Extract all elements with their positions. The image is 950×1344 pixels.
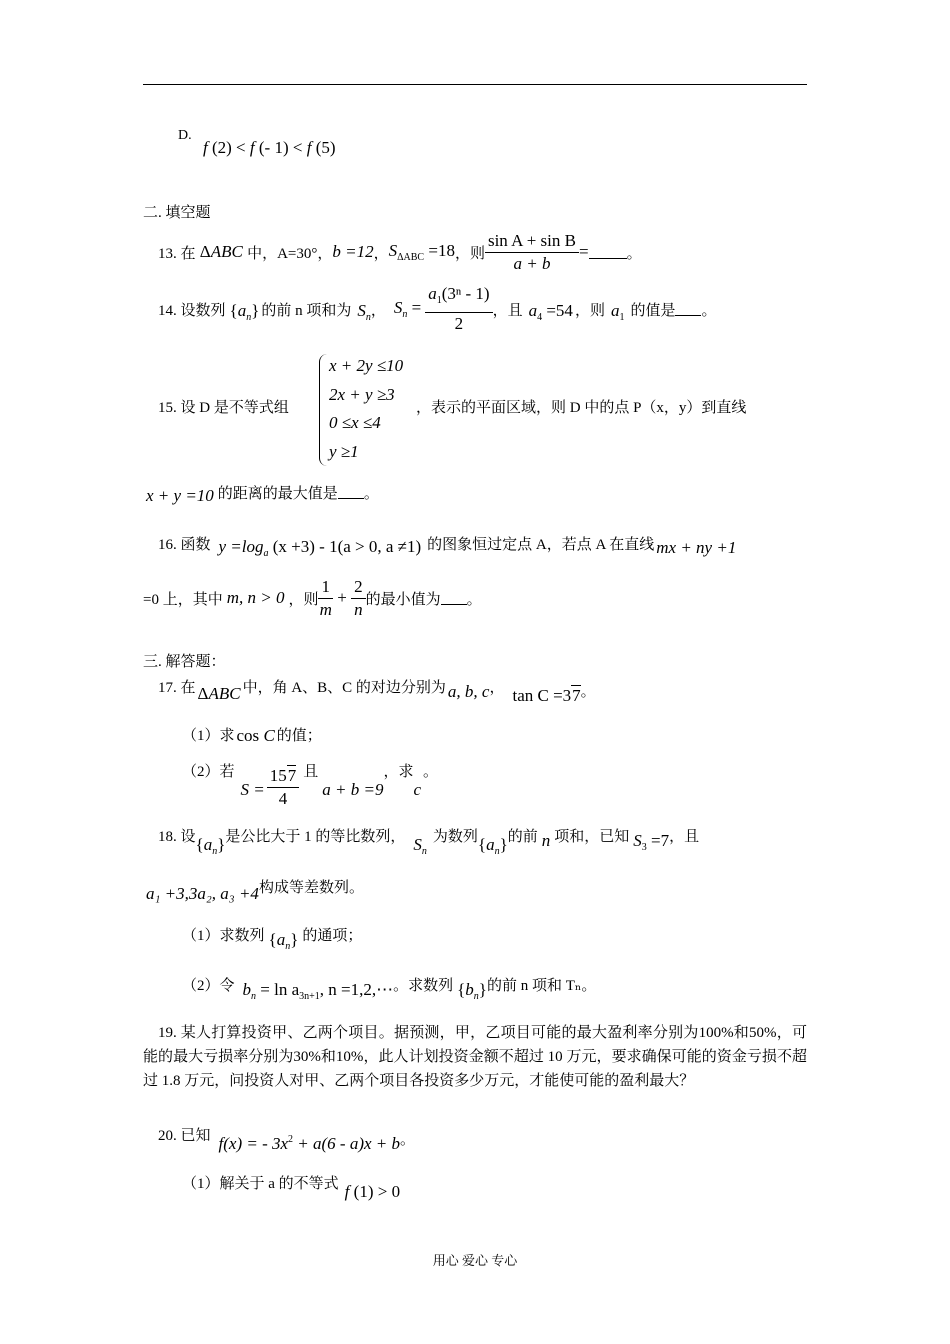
q15-text-c: 的距离的最大值是 xyxy=(217,485,338,502)
question-19: 19. 某人打算投资甲、乙两个项目。据预测，甲，乙项目可能的最大盈利率分别为100%和50%，可能的最大亏损率分别为30%和10%，此人计划投资金额不超过 10 万元，要求确保可能的资金亏损不超过 1.8 万元，问投资人对甲、乙两个项目各投资多少万元，才能使可能的盈利最大？ xyxy=(143,1025,807,1089)
q14-text-d: ，且 xyxy=(492,302,523,319)
q13-triangle: ΔABC xyxy=(195,242,243,261)
q18-p1-text-b: 的通项； xyxy=(302,928,363,944)
q16-line-2: =0 上，其中 m, n > 0 ，则 $\frac{1}{m}$ + $\frac{2}{n}$ 的最小值为 。 xyxy=(143,576,482,619)
q15-text-a: 15. 设 D 是不等式组 xyxy=(158,400,289,416)
q17-p2-end: 。 xyxy=(423,764,439,780)
q18-s3: $S_3 =7$ xyxy=(633,831,670,853)
header-rule xyxy=(143,84,807,85)
q16-text-b: 的图象恒过定点 A，若点 A 在直线 xyxy=(427,536,655,553)
q18-text-d: 的前 xyxy=(507,829,538,845)
q17-p2-text-c: ，求 xyxy=(383,764,414,780)
q14-a4: $a_4 =54$ xyxy=(528,301,573,323)
q17-p1-text-a: （1）求 xyxy=(182,727,235,744)
q18-sn: $S_n$ xyxy=(413,835,427,857)
q13-blank xyxy=(589,246,627,259)
q20-part-1 xyxy=(182,1172,400,1202)
q16-line: mx + ny +1 xyxy=(656,538,737,557)
q16-text-d: ，则 xyxy=(288,591,319,608)
q17-part-2: （2）若 S = $\frac{157}{4}$ 且 a + b =9 ，求 c 。 xyxy=(182,760,438,814)
q13-area: $S_{\Delta ABC} =18$ xyxy=(388,241,455,263)
question-18: 18. 设 $\{a_n\}$ 是公比大于 1 的等比数列， $S_n$ 为数列 $\{a_n\}$ 的前 n 项和，已知 $S_3 =7$ ，且 xyxy=(158,825,699,857)
q15-text-b: ，表示的平面区域，则 D 中的点 P（x，y）到直线 xyxy=(416,400,747,416)
q18-p1-text-a: （1）求数列 xyxy=(182,928,265,944)
q16-text-c: =0 上，其中 xyxy=(143,591,223,608)
q18-part-1 xyxy=(182,924,362,952)
q18-p1-seq: $\{a_n\}$ xyxy=(268,930,299,952)
q15-blank xyxy=(338,486,364,499)
q14-seq: $\{a_n\}$ xyxy=(229,301,260,323)
q17-p2-text-b: 且 xyxy=(303,764,319,780)
section-answer-heading: 三. 解答题： xyxy=(143,654,226,670)
q16-text-e: 的最小值为 xyxy=(365,591,441,608)
q20-function: f(x) = - $3x^2 + a(6 - a)x + b$ xyxy=(218,1134,401,1153)
q20-text-a: 20. 已知 xyxy=(158,1128,211,1144)
question-17 xyxy=(158,676,596,706)
q13-text-a: 13. 在 xyxy=(158,245,196,262)
q15-ineq-3: 0 ≤x ≤4 xyxy=(329,413,381,432)
q17-p1-text-b: 的值； xyxy=(276,727,322,744)
q17-end: 。 xyxy=(580,684,596,700)
q18-text-g: 构成等差数列。 xyxy=(258,880,364,896)
q13-equals: = xyxy=(578,242,589,261)
q14-fraction: $\frac{a_1(3^n - 1)}{2}$ xyxy=(425,283,492,335)
q18-line-2 xyxy=(146,876,364,904)
q14-text-b: 的前 n 项和为 xyxy=(261,302,352,319)
option-d-formula: f (2) < f (- 1) < f (5) xyxy=(203,138,336,157)
q14-text-f: 的值是 xyxy=(630,302,676,319)
q17-triangle: ΔABC xyxy=(197,684,241,703)
q18-seq-2: $\{a_n\}$ xyxy=(477,835,508,857)
q18-part-2 xyxy=(182,974,596,1002)
q18-p2-text-b: 。求数列 xyxy=(393,978,454,994)
q17-text-c: ， xyxy=(489,680,505,696)
q14-sn: $S_n$ xyxy=(357,301,371,323)
q18-bn: $b_n = \ln a_{3n+1}$, n =1,2,⋯ xyxy=(242,980,394,1002)
q20-end: 。 xyxy=(400,1132,416,1148)
q13-b: b =12 xyxy=(332,242,374,261)
q17-text-a: 17. 在 xyxy=(158,680,196,696)
q18-text-c: 为数列 xyxy=(432,829,478,845)
page-footer: 用心 爱心 专心 xyxy=(432,1253,518,1268)
q15-ineq-4: y ≥1 xyxy=(329,442,359,461)
option-d-label: D. xyxy=(178,128,192,143)
q18-seq: $\{a_n\}$ xyxy=(195,835,226,857)
q16-frac-1: $\frac{1}{m}$ xyxy=(319,576,332,619)
q15-end: 。 xyxy=(363,485,379,502)
q16-blank xyxy=(441,592,467,605)
question-20 xyxy=(158,1124,415,1154)
q15-line-2 xyxy=(146,478,379,506)
q13-text-b: 中，A=30°， xyxy=(247,245,333,262)
q14-end: 。 xyxy=(701,302,717,319)
q18-terms: a₁ +3,3a₂, a₃ +4 xyxy=(146,884,259,903)
question-13: 13. 在 ΔABC 中，A=30°， b =12 ， $S_{\Delta ABC} =18$ ，则 $\frac{\text{sin A + sin B}}{a + b}$ = 。 xyxy=(158,230,642,273)
q18-text-e: 项和，已知 xyxy=(554,829,630,845)
q14-sn2: $S_n$ = xyxy=(393,298,422,320)
q17-tan: tan C =37 xyxy=(512,686,581,705)
q17-cos: cos C xyxy=(236,726,275,745)
q17-text-b: 中，角 A、B、C 的对边分别为 xyxy=(242,680,446,696)
q13-text-c: ，则 xyxy=(454,245,485,262)
q17-p2-text-a: （2）若 xyxy=(182,764,235,780)
q18-text-b: 是公比大于 1 的等比数列， xyxy=(225,829,406,845)
q15-line: x + y =10 xyxy=(146,486,214,505)
q13-fraction: $\frac{\text{sin A + sin B}}{a + b}$ xyxy=(485,230,579,275)
question-16 xyxy=(158,527,736,559)
q14-text-e: ，则 xyxy=(574,302,605,319)
q18-p2-seq: $\{b_n\}$ xyxy=(457,980,487,1002)
q16-text-a: 16. 函数 xyxy=(158,536,211,553)
q16-function: $y =\log_a$ (x +3) - 1(a > 0, a ≠1) xyxy=(218,537,422,559)
q15-ineq-1: x + 2y ≤10 xyxy=(329,356,404,375)
q14-text-c: ， xyxy=(370,302,386,319)
q18-text-f: ，且 xyxy=(669,829,700,845)
q14-blank xyxy=(675,303,701,316)
section-fill-blank-heading: 二. 填空题 xyxy=(143,205,211,221)
q16-end: 。 xyxy=(466,591,482,608)
q15-ineq-2: 2x + y ≥3 xyxy=(329,385,395,404)
q16-frac-2: $\frac{2}{n}$ xyxy=(351,576,366,621)
q18-text-a: 18. 设 xyxy=(158,829,196,845)
q17-sum: a + b =9 xyxy=(322,780,384,799)
q17-sides: a, b, c xyxy=(447,682,490,701)
q13-end: 。 xyxy=(626,245,642,262)
q17-area: S = xyxy=(240,780,265,799)
q18-p2-text-a: （2）令 xyxy=(182,978,235,994)
q18-p2-text-c: 的前 n 项和 Tₙ。 xyxy=(486,978,597,994)
q17-part-1 xyxy=(182,722,322,746)
q14-a1: $a_1$ xyxy=(610,301,625,323)
q14-text-a: 14. 设数列 xyxy=(158,302,226,319)
question-14 xyxy=(158,284,716,334)
q20-p1-text: （1）解关于 a 的不等式 xyxy=(182,1176,339,1192)
q17-area-frac: $\frac{157}{4}$ xyxy=(267,765,300,810)
q15-brace xyxy=(319,354,328,466)
q20-inequality: f (1) > 0 xyxy=(344,1182,401,1201)
q16-condition: m, n > 0 xyxy=(226,588,285,607)
